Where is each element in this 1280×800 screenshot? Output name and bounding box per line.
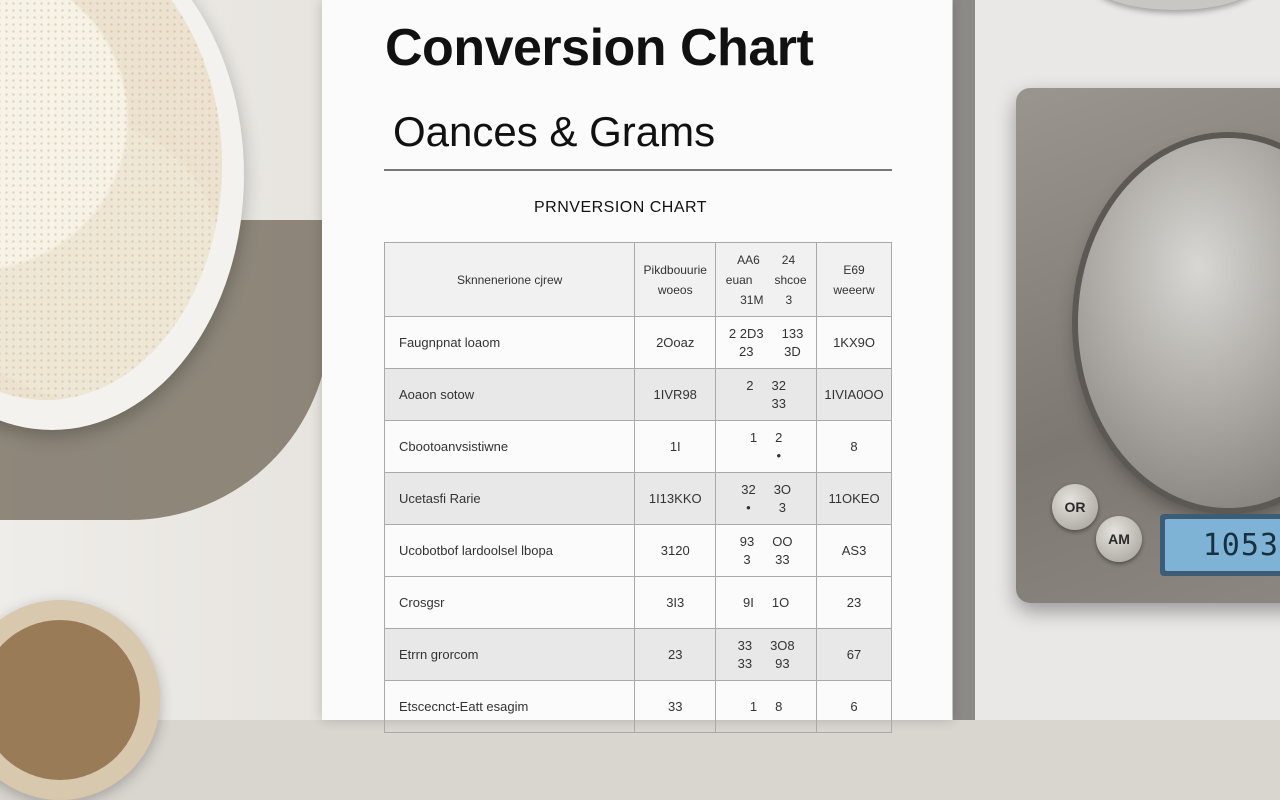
row-measure-b1: 2 bbox=[775, 429, 783, 445]
row-measure-b2: 33 bbox=[771, 395, 786, 411]
row-grams: 67 bbox=[817, 629, 892, 681]
header-grams bbox=[817, 243, 892, 317]
header-measures-a3: 31M bbox=[740, 292, 764, 307]
row-ounces: 23 bbox=[635, 629, 716, 681]
table-caption: PRNVERSION CHART bbox=[534, 199, 708, 216]
header-grams-line2: weeerw bbox=[833, 282, 875, 297]
row-measure-a1: 1 bbox=[749, 429, 758, 445]
row-measure-a1: 33 bbox=[737, 637, 753, 653]
row-item: Etscecnct-Eatt esagim bbox=[385, 681, 635, 733]
row-measure-b1: 3O8 bbox=[770, 637, 795, 653]
header-ingredient bbox=[385, 243, 635, 317]
row-measures bbox=[716, 317, 817, 369]
row-measure-b1: 8 bbox=[775, 698, 783, 714]
row-grams: 8 bbox=[817, 421, 892, 473]
row-measure-b2: • bbox=[776, 447, 782, 463]
title-divider bbox=[384, 169, 892, 171]
row-measure-b1: 133 bbox=[781, 325, 804, 341]
header-ounces bbox=[635, 243, 716, 317]
header-grams-line1: E69 bbox=[843, 262, 865, 277]
table-row bbox=[385, 317, 892, 369]
row-measure-a1: 32 bbox=[741, 481, 756, 497]
row-grams: AS3 bbox=[817, 525, 892, 577]
row-measure-b2: 3D bbox=[784, 343, 801, 359]
row-measure-b1: 32 bbox=[771, 377, 786, 393]
table-row bbox=[385, 525, 892, 577]
header-measures-b3: 3 bbox=[785, 292, 793, 307]
background-strip bbox=[953, 0, 975, 720]
row-ounces: 33 bbox=[635, 681, 716, 733]
row-measure-a2: 33 bbox=[737, 655, 753, 671]
page-title: Conversion Chart bbox=[385, 19, 814, 77]
header-ounces-line1: Pikdbouurie bbox=[643, 262, 707, 277]
header-measures bbox=[716, 243, 817, 317]
row-grams: 6 bbox=[817, 681, 892, 733]
header-measures-b1: 24 bbox=[781, 252, 796, 267]
table-row bbox=[385, 473, 892, 525]
row-ounces: 1I bbox=[635, 421, 716, 473]
table-header-row bbox=[385, 243, 892, 317]
row-measures bbox=[716, 369, 817, 421]
conversion-table bbox=[384, 242, 892, 733]
table-row bbox=[385, 369, 892, 421]
row-measures bbox=[716, 421, 817, 473]
table-row bbox=[385, 421, 892, 473]
row-item: Etrrn grorcom bbox=[385, 629, 635, 681]
row-ounces: 3120 bbox=[635, 525, 716, 577]
row-measure-a1: 2 2D3 bbox=[728, 325, 764, 341]
row-ounces: 1IVR98 bbox=[635, 369, 716, 421]
table-row bbox=[385, 681, 892, 733]
row-grams: 1IVIA0OO bbox=[817, 369, 892, 421]
row-measure-a2: 2 bbox=[746, 377, 754, 393]
header-ounces-line2: woeos bbox=[657, 282, 693, 297]
row-item: Cbootoanvsistiwne bbox=[385, 421, 635, 473]
row-item: Ucobotbof lardoolsel lbopa bbox=[385, 525, 635, 577]
row-measures bbox=[716, 629, 817, 681]
row-measure-b2: 3 bbox=[778, 499, 786, 515]
row-measures bbox=[716, 473, 817, 525]
row-measure-a1: 1 bbox=[749, 698, 758, 714]
scale-on-button[interactable]: OR bbox=[1052, 484, 1098, 530]
row-grams: 1KX9O bbox=[817, 317, 892, 369]
scale-display bbox=[1160, 514, 1280, 576]
row-measure-a1: 9I bbox=[743, 594, 754, 610]
row-measure-b2: 93 bbox=[775, 655, 790, 671]
header-ingredient-label: Sknnenerione cjrew bbox=[456, 272, 563, 287]
row-measure-a2: 23 bbox=[739, 343, 754, 359]
row-item: Ucetasfi Rarie bbox=[385, 473, 635, 525]
header-measures-a2: euan bbox=[725, 272, 753, 287]
header-measures-b2: shcoe bbox=[774, 272, 807, 287]
row-ounces: 1I13KKO bbox=[635, 473, 716, 525]
row-ounces: 2Ooaz bbox=[635, 317, 716, 369]
row-measure-b1: 1O bbox=[771, 594, 790, 610]
row-measures bbox=[716, 577, 817, 629]
row-measure-b1: 3O bbox=[773, 481, 792, 497]
row-measure-a1: 93 bbox=[739, 533, 755, 549]
row-item: Faugnpnat loaom bbox=[385, 317, 635, 369]
row-item: Crosgsr bbox=[385, 577, 635, 629]
row-measures bbox=[716, 525, 817, 577]
row-measure-b1: OO bbox=[772, 533, 793, 549]
row-grams: 11OKEO bbox=[817, 473, 892, 525]
scale-tare-button[interactable]: AM bbox=[1096, 516, 1142, 562]
row-measure-a2: 3 bbox=[743, 551, 751, 567]
table-row bbox=[385, 577, 892, 629]
row-item: Aoaon sotow bbox=[385, 369, 635, 421]
row-grams: 23 bbox=[817, 577, 892, 629]
row-measure-b2: 33 bbox=[775, 551, 790, 567]
header-measures-a1: AA6 bbox=[737, 252, 760, 267]
scale-readout: 1053 bbox=[1165, 519, 1280, 571]
row-measures bbox=[716, 681, 817, 733]
table-row bbox=[385, 629, 892, 681]
row-measure-a2: • bbox=[746, 499, 751, 515]
row-ounces: 3I3 bbox=[635, 577, 716, 629]
page-subtitle: Oances & Grams bbox=[393, 108, 716, 155]
